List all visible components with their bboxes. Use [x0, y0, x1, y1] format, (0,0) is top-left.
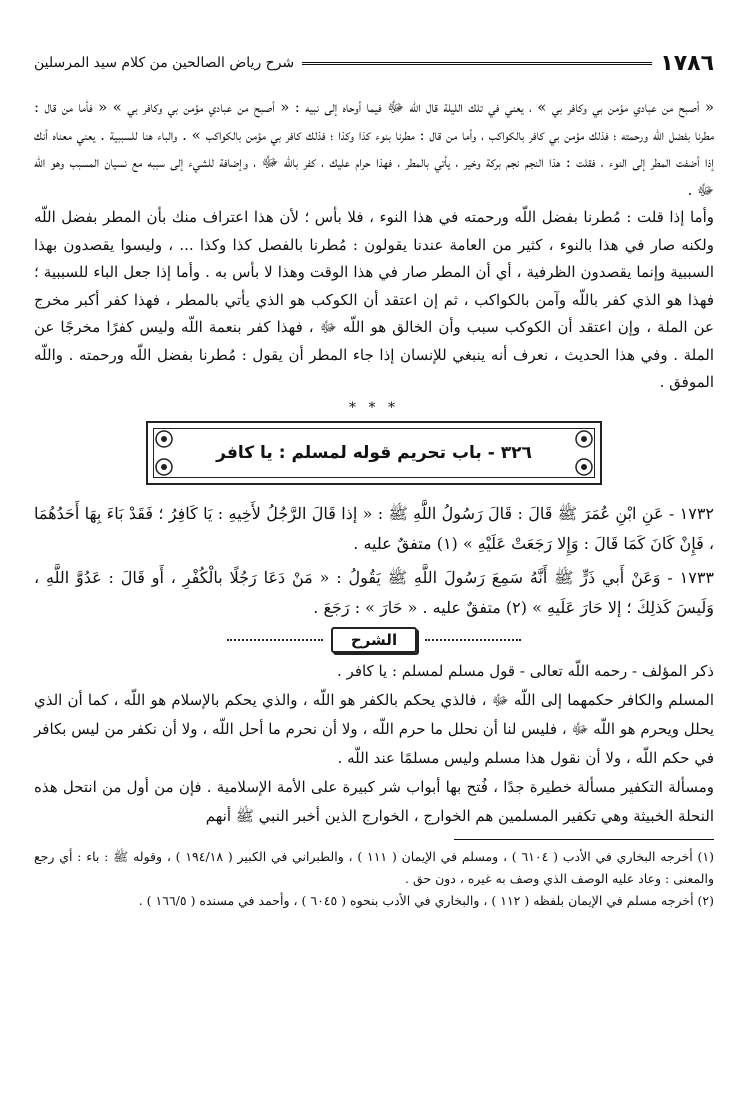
commentary-paragraph: وأما إذا قلت : مُطرنا بفضل اللّه ورحمته في هذا النوء ، فلا بأس ؛ لأن هذا اعتراف منك بأن المطر بفضل اللّه ولكنه صار في هذا بالنوء ، كثير من العامة عندنا يقولون : مُطرنا بالفصل كذا وكذا ... ، وليسوا يقصدون بهذا السببية وإنما يقصدون الظرفية ، أي أن المطر صار في هذا الوقت وهذا لا بأس به . وأما إذا جعل الباء للسببية ؛ فهذا هو الذي كفر باللّه وآمن بالكواكب ، ثم إن اعتقد أن الكوكب هو الذي يأتي بالمطر ، فهذا كفر أكبر مخرج عن الملة ، وإن اعتقد أن الكوكب سبب وأن الخالق هو اللّه ﷻ ، فهذا كفر بنعمة اللّه وليس كفرًا مخرجًا عن الملة . وفي هذا الحديث ، نعرف أنه ينبغي للإنسان إذا جاء المطر أن يقول : مُطرنا بفضل اللّه ورحمته . واللّه الموفق . — [34, 208, 714, 391]
commentary-text — [34, 94, 714, 397]
hadith-text: ١٧٣٢ - عَنِ ابْنِ عُمَرَ ﷺ قَالَ : قَالَ رَسُولُ اللَّهِ ﷺ : « إذا قَالَ الرَّجُلُ لأَخِيهِ : يَا كَافِرُ ؛ فَقَدْ بَاءَ بِهَا أَحَدُهُمَا ، فَإِنْ كَانَ كَمَا قَالَ : وَإِلا رَجَعَتْ عَلَيْهِ » (١) متفقٌ عليه . — [34, 503, 714, 553]
chapter-title: ٣٢٦ - باب تحريم قوله لمسلم : يا كافر — [216, 442, 532, 463]
commentary-paragraph: « أصبح من عبادي مؤمن بي وكافر بي » ، يعني في تلك الليلة قال اللّه ﷻ فيما أوحاه إلى نبيه : « أصبح من عبادي مؤمن بي وكافر بي » « فأما من قال : مطرنا بفضل اللّه ورحمته ؛ فذلك مؤمن بي كافر بالكواكب ، وأما من قال : مطرنا بنوء كذا وكذا ؛ فذلك كافر بي مؤمن بالكواكب » . والباء هنا للسببية . يعني معناه أنك إذا أضفت المطر إلى النوء ، فقلت : هذا النجم نجم بركة وخير ، يأتي بالمطر ، فهذا حرام عليك ، كفر باللّه ﷻ ، وإضافة للشيء إلى سببه مع نسيان المسبب وهو اللّه ﷻ . — [34, 98, 714, 199]
footnote-rule — [454, 839, 714, 840]
section-separator: * * * — [349, 399, 399, 416]
divider — [227, 639, 323, 641]
header-rule — [302, 62, 652, 65]
sharh-paragraph: المسلم والكافر حكمهما إلى اللّه ﷻ ، فالذي يحكم بالكفر هو اللّه ، والذي يحكم بالإسلام هو اللّه ، كما أن الذي يحلل ويحرم هو اللّه ﷻ ، فليس لنا أن نحلل ما حرم اللّه ، ولا أن نحرم ما أحل اللّه ، ولا أن نكفر من ليس بكافر في حكم اللّه ، ولا أن نقول هذا مسلم وليس مسلمًا عند اللّه . — [34, 690, 714, 767]
footnote: (٢) أخرجه مسلم في الإيمان بلفظه ( ١١٢ ) ، والبخاري في الأدب بنحوه ( ٦٠٤٥ ) ، وأحمد في مسنده ( ١٦٦/٥ ) . — [138, 892, 714, 908]
chapter-heading-inner — [153, 428, 595, 478]
sharh-label: الشرح — [331, 627, 417, 653]
hadith-text: ١٧٣٣ - وَعَنْ أَبي ذَرٍّ ﷺ أَنَّهُ سَمِعَ رَسُولَ اللَّهِ ﷺ يَقُولُ : « مَنْ دَعَا رَجُلًا بالْكُفْرِ ، أَو قَالَ : عَدُوَّ اللَّهِ ، وَلَيسَ كَذلِكَ ؛ إلا حَارَ عَلَيهِ » (٢) متفقٌ عليه . « حَارَ » : رَجَعَ . — [34, 567, 714, 617]
running-head — [34, 50, 714, 76]
chapter-heading-frame — [146, 421, 602, 485]
footnote: (١) أخرجه البخاري في الأدب ( ٦١٠٤ ) ، ومسلم في الإيمان ( ١١١ ) ، والطبراني في الكبير ( ١٩٤/١٨ ) ، وقوله ﷺ : باء : أي رجع والمعنى : وعاد عليه الوصف الذي وصف به غيره ، دون حق . — [34, 848, 714, 886]
sharh-paragraph: ذكر المؤلف - رحمه اللّه تعالى - قول مسلم لمسلم : يا كافر . — [337, 661, 714, 680]
divider — [425, 639, 521, 641]
sharh-heading — [34, 627, 714, 653]
sharh-text — [34, 657, 714, 831]
footnotes — [34, 846, 714, 912]
book-page — [34, 50, 714, 1070]
hadith-section — [34, 499, 714, 623]
sharh-paragraph: ومسألة التكفير مسألة خطيرة جدًا ، فُتح بها أبواب شر كبيرة على الأمة الإسلامية . فإن من أول من انتحل هذه النحلة الخبيثة وهي تكفير المسلمين هم الخوارج ، الخوارج الذين أخبر النبي ﷺ أنهم — [34, 777, 714, 825]
page-number: ١٧٨٦ — [660, 50, 714, 76]
book-title: شرح رياض الصالحين من كلام سيد المرسلين — [34, 55, 295, 71]
